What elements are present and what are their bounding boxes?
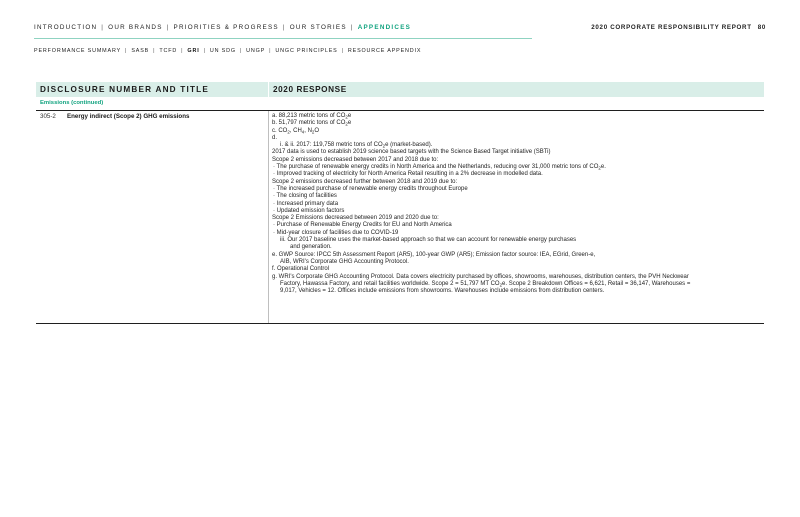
response-text <box>272 113 762 295</box>
report-header <box>591 24 766 31</box>
nav-priorities-progress[interactable]: PRIORITIES & PROGRESS <box>173 24 279 31</box>
subnav-separator: | <box>269 48 272 54</box>
response-bullet: · The closing of facilities <box>273 193 337 200</box>
top-nav-links <box>34 24 411 31</box>
response-line: i. & ii. 2017: 119,758 metric tons of $CO_2e$ (market-based). <box>280 142 433 149</box>
response-bullet: · Mid-year closure of facilities due to COVID-19 <box>273 229 399 236</box>
response-bullet: · The increased purchase of renewable energy credits throughout Europe <box>273 185 468 192</box>
subnav-tcfd[interactable]: TCFD <box>159 48 178 54</box>
disclosure-table <box>36 82 764 324</box>
column-header-response: 2020 RESPONSE <box>273 85 347 94</box>
response-line: a. 88,213 metric tons of $CO_2e$ <box>272 113 352 120</box>
disclosure-number: 305-2 <box>40 113 56 120</box>
response-line: 9,017, Vehicles = 12. Offices include emissions from showrooms. Warehouses include emissions from distribution centers. <box>280 288 605 295</box>
response-line: c. $CO_2$, $CH_4$, $N_2O$ <box>272 127 320 135</box>
top-nav-rule <box>34 38 532 39</box>
subnav-separator: | <box>181 48 184 54</box>
section-label: Emissions (continued) <box>40 100 104 106</box>
nav-introduction[interactable]: INTRODUCTION <box>34 24 98 31</box>
subnav-resource-appendix[interactable]: RESOURCE APPENDIX <box>347 48 422 54</box>
column-divider <box>268 111 269 323</box>
response-line: d. <box>272 134 278 141</box>
response-line: and generation. <box>290 244 332 251</box>
subnav-gri[interactable]: GRI <box>187 48 200 54</box>
response-line: Scope 2 emissions decreased further between 2018 and 2019 due to: <box>272 178 458 185</box>
subnav-separator: | <box>125 48 128 54</box>
subnav-performance-summary[interactable]: PERFORMANCE SUMMARY <box>34 48 122 54</box>
response-line: Factory, Hawassa Factory, and retail facilities worldwide. Scope 2 = 51,797 MT $CO_2e$. Scope 2 Breakdown Offices = 6,621, Retail = 36,147, Warehouses = <box>280 280 691 288</box>
column-header-disclosure: DISCLOSURE NUMBER AND TITLE <box>40 85 210 94</box>
response-line: b. 51,797 metric tons of $CO_2e$ <box>272 120 352 127</box>
response-bullet: · Purchase of Renewable Energy Credits for EU and North America <box>273 222 452 229</box>
nav-our-stories[interactable]: OUR STORIES <box>289 24 347 31</box>
subnav-un-sdg[interactable]: UN SDG <box>209 48 236 54</box>
response-bullet: · Increased primary data <box>273 200 339 207</box>
nav-separator: | <box>166 24 170 31</box>
subnav-ungc-principles[interactable]: UNGC PRINCIPLES <box>275 48 338 54</box>
response-line: AIB, WRI's Corporate GHG Accounting Protocol. <box>280 258 409 265</box>
response-line: f. Operational Control <box>272 266 330 273</box>
nav-separator: | <box>101 24 105 31</box>
top-navigation <box>34 24 766 34</box>
subnav-sasb[interactable]: SASB <box>131 48 150 54</box>
nav-our-brands[interactable]: OUR BRANDS <box>108 24 163 31</box>
page-number: 80 <box>757 24 766 31</box>
response-line: Scope 2 emissions decreased between 2017 and 2018 due to: <box>272 156 439 163</box>
response-bullet: · Updated emission factors <box>273 207 345 214</box>
nav-separator: | <box>282 24 286 31</box>
response-line: e. GWP Source: IPCC 5th Assessment Report (AR5), 100-year GWP (AR5); Emission factor source: IEA, EGrid, Green-e, <box>272 251 596 258</box>
subnav-separator: | <box>203 48 206 54</box>
nav-appendices[interactable]: APPENDICES <box>357 24 412 31</box>
sub-navigation <box>34 48 421 54</box>
table-row <box>36 111 764 324</box>
subnav-separator: | <box>153 48 156 54</box>
response-line: Scope 2 Emissions decreased between 2019 and 2020 due to: <box>272 215 439 222</box>
nav-separator: | <box>350 24 354 31</box>
subnav-separator: | <box>341 48 344 54</box>
disclosure-title: Energy indirect (Scope 2) GHG emissions <box>67 113 190 120</box>
report-title: 2020 CORPORATE RESPONSIBILITY REPORT <box>591 24 752 31</box>
response-line: 2017 data is used to establish 2019 science based targets with the Science Based Target initiative (SBTi) <box>272 149 551 156</box>
response-bullet: · The purchase of renewable energy credits in North America and the Netherlands, reducing over 31,000 metric tons of $CO_2e$. <box>273 164 606 171</box>
response-line: g. WRI's Corporate GHG Accounting Protocol. Data covers electricity purchased by offices, showrooms, warehouses, distribution centers, the PVH Neckwear <box>272 273 689 280</box>
response-line: iii. Our 2017 baseline uses the market-based approach so that we can account for renewable energy purchases <box>280 237 577 244</box>
subnav-ungp[interactable]: UNGP <box>246 48 266 54</box>
subnav-separator: | <box>239 48 243 54</box>
header-divider <box>268 82 269 97</box>
section-row <box>36 98 764 111</box>
response-bullet: · Improved tracking of electricity for North America Retail resulting in a 2% decrease in modelled data. <box>273 171 543 178</box>
table-header <box>36 82 764 98</box>
